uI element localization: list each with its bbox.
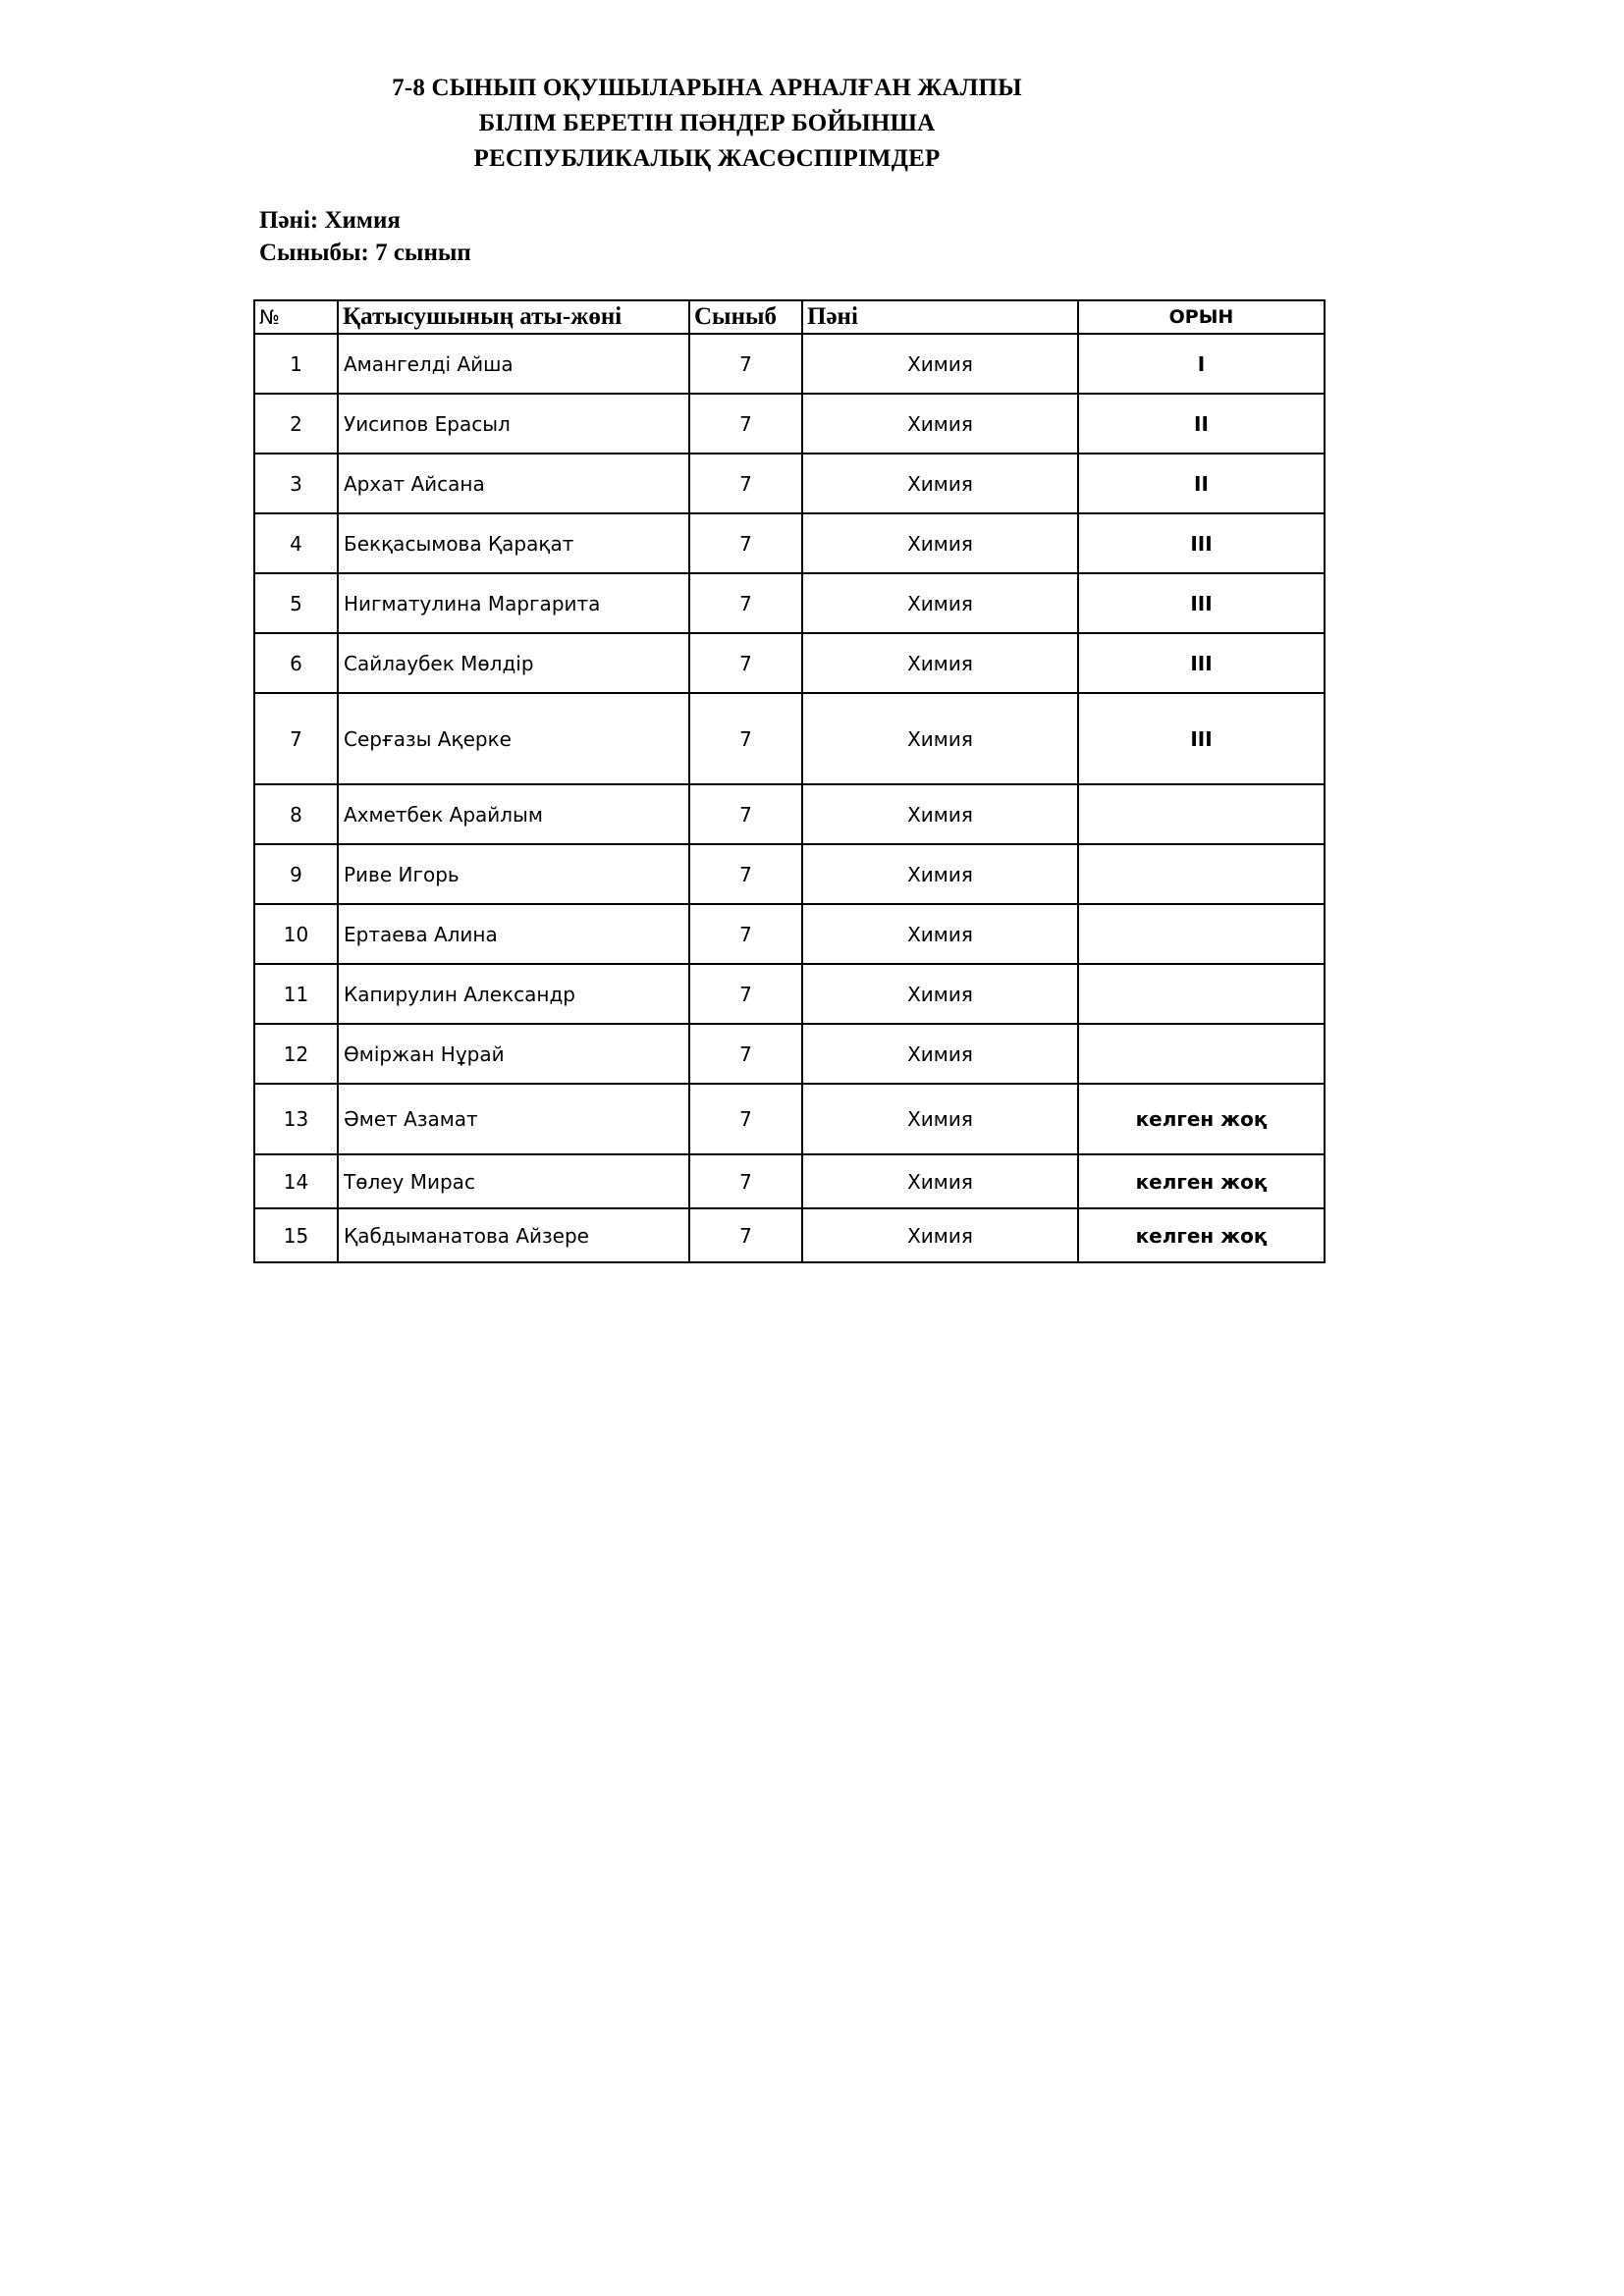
table-row bbox=[254, 693, 1325, 784]
cell-place: II bbox=[1078, 394, 1325, 454]
cell-grade: 7 bbox=[689, 394, 802, 454]
cell-grade: 7 bbox=[689, 784, 802, 844]
cell-name: Нигматулина Маргарита bbox=[338, 573, 689, 633]
cell-subject: Химия bbox=[802, 633, 1078, 693]
cell-place: III bbox=[1078, 693, 1325, 784]
header-place: ОРЫН bbox=[1078, 300, 1325, 334]
cell-place bbox=[1078, 904, 1325, 964]
table-row bbox=[254, 1024, 1325, 1084]
cell-subject: Химия bbox=[802, 784, 1078, 844]
cell-name: Капирулин Александр bbox=[338, 964, 689, 1024]
cell-number: 3 bbox=[254, 454, 338, 513]
cell-subject: Химия bbox=[802, 964, 1078, 1024]
cell-number: 12 bbox=[254, 1024, 338, 1084]
cell-number: 11 bbox=[254, 964, 338, 1024]
cell-name: Ахметбек Арайлым bbox=[338, 784, 689, 844]
document-title bbox=[334, 71, 1080, 177]
table-row bbox=[254, 844, 1325, 904]
cell-grade: 7 bbox=[689, 633, 802, 693]
cell-number: 10 bbox=[254, 904, 338, 964]
cell-place bbox=[1078, 844, 1325, 904]
cell-place: I bbox=[1078, 334, 1325, 394]
cell-subject: Химия bbox=[802, 454, 1078, 513]
cell-number: 1 bbox=[254, 334, 338, 394]
table-row bbox=[254, 1208, 1325, 1262]
cell-subject: Химия bbox=[802, 1084, 1078, 1154]
table-row bbox=[254, 1084, 1325, 1154]
results-table bbox=[253, 299, 1326, 1263]
cell-place: II bbox=[1078, 454, 1325, 513]
title-line: РЕСПУБЛИКАЛЫҚ ЖАСӨСПІРІМДЕР bbox=[473, 145, 941, 172]
cell-grade: 7 bbox=[689, 1024, 802, 1084]
cell-subject: Химия bbox=[802, 334, 1078, 394]
cell-number: 8 bbox=[254, 784, 338, 844]
cell-name: Әмет Азамат bbox=[338, 1084, 689, 1154]
cell-name: Амангелді Айша bbox=[338, 334, 689, 394]
header-number: № bbox=[254, 300, 338, 334]
cell-grade: 7 bbox=[689, 964, 802, 1024]
cell-grade: 7 bbox=[689, 1154, 802, 1208]
table-row bbox=[254, 904, 1325, 964]
table-row bbox=[254, 964, 1325, 1024]
cell-subject: Химия bbox=[802, 1208, 1078, 1262]
cell-place: келген жоқ bbox=[1078, 1154, 1325, 1208]
cell-name: Серғазы Ақерке bbox=[338, 693, 689, 784]
title-line: 7-8 СЫНЫП ОҚУШЫЛАРЫНА АРНАЛҒАН ЖАЛПЫ bbox=[392, 75, 1022, 101]
table-row bbox=[254, 454, 1325, 513]
table-row bbox=[254, 573, 1325, 633]
cell-place bbox=[1078, 1024, 1325, 1084]
cell-number: 15 bbox=[254, 1208, 338, 1262]
cell-name: Ертаева Алина bbox=[338, 904, 689, 964]
cell-name: Бекқасымова Қарақат bbox=[338, 513, 689, 573]
cell-name: Өміржан Нұрай bbox=[338, 1024, 689, 1084]
cell-place bbox=[1078, 964, 1325, 1024]
class-line: Сыныбы: 7 сынып bbox=[259, 240, 471, 266]
cell-subject: Химия bbox=[802, 693, 1078, 784]
cell-subject: Химия bbox=[802, 573, 1078, 633]
cell-place: III bbox=[1078, 513, 1325, 573]
cell-name: Риве Игорь bbox=[338, 844, 689, 904]
table-row bbox=[254, 784, 1325, 844]
title-line: БІЛІМ БЕРЕТІН ПӘНДЕР БОЙЫНША bbox=[478, 110, 936, 136]
cell-grade: 7 bbox=[689, 1084, 802, 1154]
table-row bbox=[254, 513, 1325, 573]
cell-place: келген жоқ bbox=[1078, 1208, 1325, 1262]
cell-place: келген жоқ bbox=[1078, 1084, 1325, 1154]
document-meta bbox=[259, 204, 471, 269]
cell-grade: 7 bbox=[689, 844, 802, 904]
cell-subject: Химия bbox=[802, 513, 1078, 573]
table-row bbox=[254, 394, 1325, 454]
cell-subject: Химия bbox=[802, 1154, 1078, 1208]
subject-line: Пәні: Химия bbox=[259, 207, 401, 234]
cell-place: III bbox=[1078, 633, 1325, 693]
cell-grade: 7 bbox=[689, 334, 802, 394]
cell-subject: Химия bbox=[802, 904, 1078, 964]
cell-subject: Химия bbox=[802, 1024, 1078, 1084]
cell-number: 6 bbox=[254, 633, 338, 693]
table-header-row bbox=[254, 300, 1325, 334]
cell-name: Төлеу Мирас bbox=[338, 1154, 689, 1208]
table-row bbox=[254, 633, 1325, 693]
cell-number: 7 bbox=[254, 693, 338, 784]
header-grade: Сыныб bbox=[689, 300, 802, 334]
cell-grade: 7 bbox=[689, 513, 802, 573]
cell-subject: Химия bbox=[802, 394, 1078, 454]
cell-grade: 7 bbox=[689, 573, 802, 633]
cell-number: 9 bbox=[254, 844, 338, 904]
table-row bbox=[254, 1154, 1325, 1208]
cell-place: III bbox=[1078, 573, 1325, 633]
cell-grade: 7 bbox=[689, 454, 802, 513]
cell-name: Уисипов Ерасыл bbox=[338, 394, 689, 454]
cell-number: 13 bbox=[254, 1084, 338, 1154]
cell-number: 4 bbox=[254, 513, 338, 573]
cell-number: 5 bbox=[254, 573, 338, 633]
cell-name: Қабдыманатова Айзере bbox=[338, 1208, 689, 1262]
cell-subject: Химия bbox=[802, 844, 1078, 904]
cell-number: 14 bbox=[254, 1154, 338, 1208]
header-subject: Пәні bbox=[802, 300, 1078, 334]
cell-grade: 7 bbox=[689, 1208, 802, 1262]
header-name: Қатысушының аты-жөні bbox=[338, 300, 689, 334]
cell-name: Сайлаубек Мөлдір bbox=[338, 633, 689, 693]
cell-grade: 7 bbox=[689, 693, 802, 784]
table-row bbox=[254, 334, 1325, 394]
cell-number: 2 bbox=[254, 394, 338, 454]
cell-grade: 7 bbox=[689, 904, 802, 964]
cell-name: Архат Айсана bbox=[338, 454, 689, 513]
cell-place bbox=[1078, 784, 1325, 844]
